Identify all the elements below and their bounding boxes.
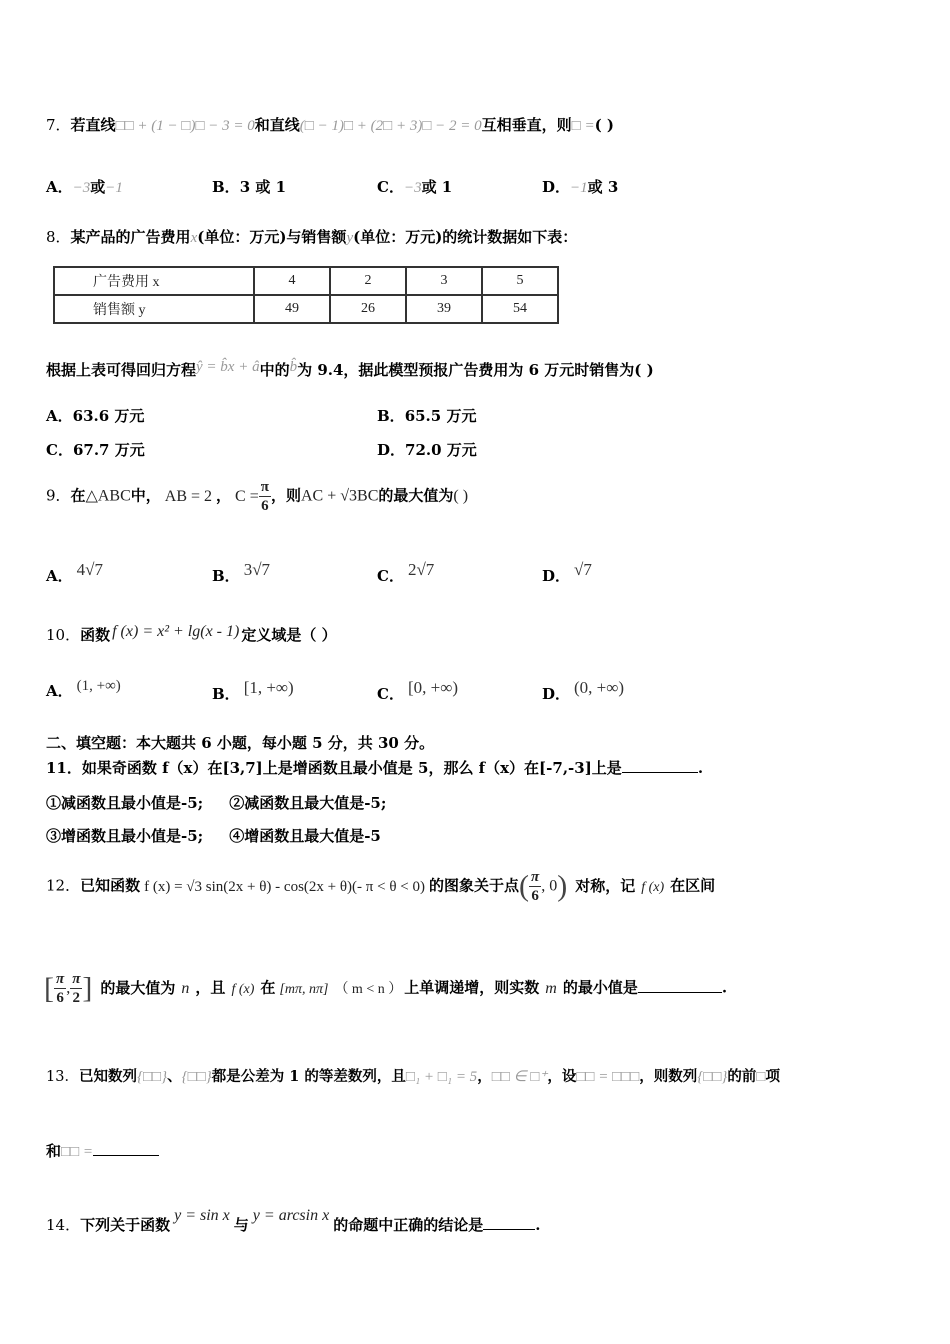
question-12-continued: [ $\frac{\pi}{6}$ , $\frac{\pi}{2}$ ] 的最大值为 n ，且 f (x) 在 [mπ, nπ] （ m < n ） 上单调递增，则实数 m 的最小值是 . bbox=[44, 971, 728, 1006]
question-8: 8．某产品的广告费用x(单位：万元)与销售额y(单位：万元)的统计数据如下表： bbox=[46, 228, 578, 246]
table-cell: 54 bbox=[482, 295, 558, 323]
fraction-pi-over-6: $\frac{\pi}{6}$ bbox=[260, 479, 269, 514]
point-fraction: $\frac{\pi}{6}$ bbox=[530, 869, 540, 904]
question-7: 7．若直线□□ + (1 − □)□ − 3 = 0和直线(□ − 1)□ + (2□ + 3)□ − 2 = 0互相垂直，则□ =( ) bbox=[46, 116, 615, 134]
answer-blank[interactable] bbox=[93, 1155, 159, 1156]
table-cell: 2 bbox=[330, 267, 406, 295]
section-heading: 二、填空题：本大题共 6 小题，每小题 5 分，共 30 分。 bbox=[46, 734, 435, 752]
q11-choices-row-2: ③增函数且最小值是-5; ④增函数且最大值是-5 bbox=[46, 827, 381, 845]
question-14: 14．下列关于函数y = sin x与y = arcsin x的命题中正确的结论是 . bbox=[46, 1207, 541, 1234]
table-cell: 39 bbox=[406, 295, 482, 323]
q8-option-b[interactable]: B．65.5 万元 bbox=[377, 407, 477, 425]
q7-option-c[interactable]: C．−3或 1 bbox=[377, 178, 453, 196]
question-13: 13．已知数列{□□}、{□□}都是公差为 1 的等差数列，且□₁ + □₁ = 5，□□ ∈ □⁺，设□□ = □□□，则数列{□□}的前□项 bbox=[46, 1068, 780, 1085]
q10-option-a[interactable]: A． (1, +∞) bbox=[46, 678, 121, 700]
question-11: 11．如果奇函数 f（x）在[3,7]上是增函数且最小值是 5，那么 f（x）在[-7,-3]上是 . bbox=[46, 759, 704, 777]
function-expression: f (x) = √3 sin(2x + θ) - cos(2x + θ)(- π < θ < 0) bbox=[144, 878, 425, 895]
interval-start: $\frac{\pi}{6}$ bbox=[56, 971, 65, 1006]
q7-option-b[interactable]: B．3 或 1 bbox=[212, 178, 287, 196]
question-10: 10．函数 f (x) = x² + lg(x - 1) 定义域是（ ） bbox=[46, 623, 337, 644]
question-12: 12．已知函数 f (x) = √3 sin(2x + θ) - cos(2x + θ)(- π < θ < 0) 的图象关于点( $\frac{\pi}{6}$ , 0) 对称，记 f (x) 在区间 bbox=[46, 869, 716, 904]
answer-blank[interactable] bbox=[622, 772, 698, 773]
answer-blank[interactable] bbox=[483, 1229, 535, 1230]
q11-choices-row-1: ①减函数且最小值是-5; ②减函数且最大值是-5; bbox=[46, 794, 387, 812]
question-number: 7． bbox=[46, 116, 71, 134]
answer-blank[interactable] bbox=[638, 992, 722, 993]
regression-equation: ŷ = b̂x + â bbox=[196, 359, 260, 375]
question-8-text: 根据上表可得回归方程ŷ = b̂x + â中的b̂为 9.4，据此模型预报广告费用为 6 万元时销售为( ) bbox=[46, 359, 654, 379]
table-cell: 5 bbox=[482, 267, 558, 295]
q10-option-d[interactable]: D． (0, +∞) bbox=[542, 678, 625, 703]
q9-option-c[interactable]: C． 2√7 bbox=[377, 560, 435, 585]
q9-option-b[interactable]: B． 3√7 bbox=[212, 560, 271, 585]
q8-option-c[interactable]: C．67.7 万元 bbox=[46, 441, 145, 459]
table-row bbox=[54, 295, 558, 323]
question-13-continued: 和□□ = bbox=[46, 1142, 159, 1161]
table-cell: 3 bbox=[406, 267, 482, 295]
table-row bbox=[54, 267, 558, 295]
q8-option-d[interactable]: D．72.0 万元 bbox=[377, 441, 477, 459]
question-9: 9．在△ABC中， AB = 2 ， C = $\frac{\pi}{6}$ ，则AC + √3BC的最大值为( ) bbox=[46, 479, 469, 514]
function-expression: f (x) = x² + lg(x - 1) bbox=[112, 623, 240, 640]
interval-end: $\frac{\pi}{2}$ bbox=[72, 971, 81, 1006]
q9-option-a[interactable]: A． 4√7 bbox=[46, 560, 103, 585]
q10-option-c[interactable]: C． [0, +∞) bbox=[377, 678, 458, 703]
q7-option-d[interactable]: D．−1或 3 bbox=[542, 178, 619, 196]
table-cell: 49 bbox=[254, 295, 330, 323]
line-equation-1: □□ + (1 − □)□ − 3 = 0 bbox=[115, 118, 255, 134]
statistics-table bbox=[53, 266, 559, 324]
q9-option-d[interactable]: D． √7 bbox=[542, 560, 592, 585]
line-equation-2: (□ − 1)□ + (2□ + 3)□ − 2 = 0 bbox=[299, 118, 482, 134]
table-cell: 26 bbox=[330, 295, 406, 323]
table-header-cell: 广告费用 x bbox=[54, 267, 254, 295]
table-header-cell: 销售额 y bbox=[54, 295, 254, 323]
table-cell: 4 bbox=[254, 267, 330, 295]
q7-option-a[interactable]: A．−3或−1 bbox=[46, 178, 123, 196]
q8-option-a[interactable]: A．63.6 万元 bbox=[46, 407, 145, 425]
q10-option-b[interactable]: B． [1, +∞) bbox=[212, 678, 294, 703]
